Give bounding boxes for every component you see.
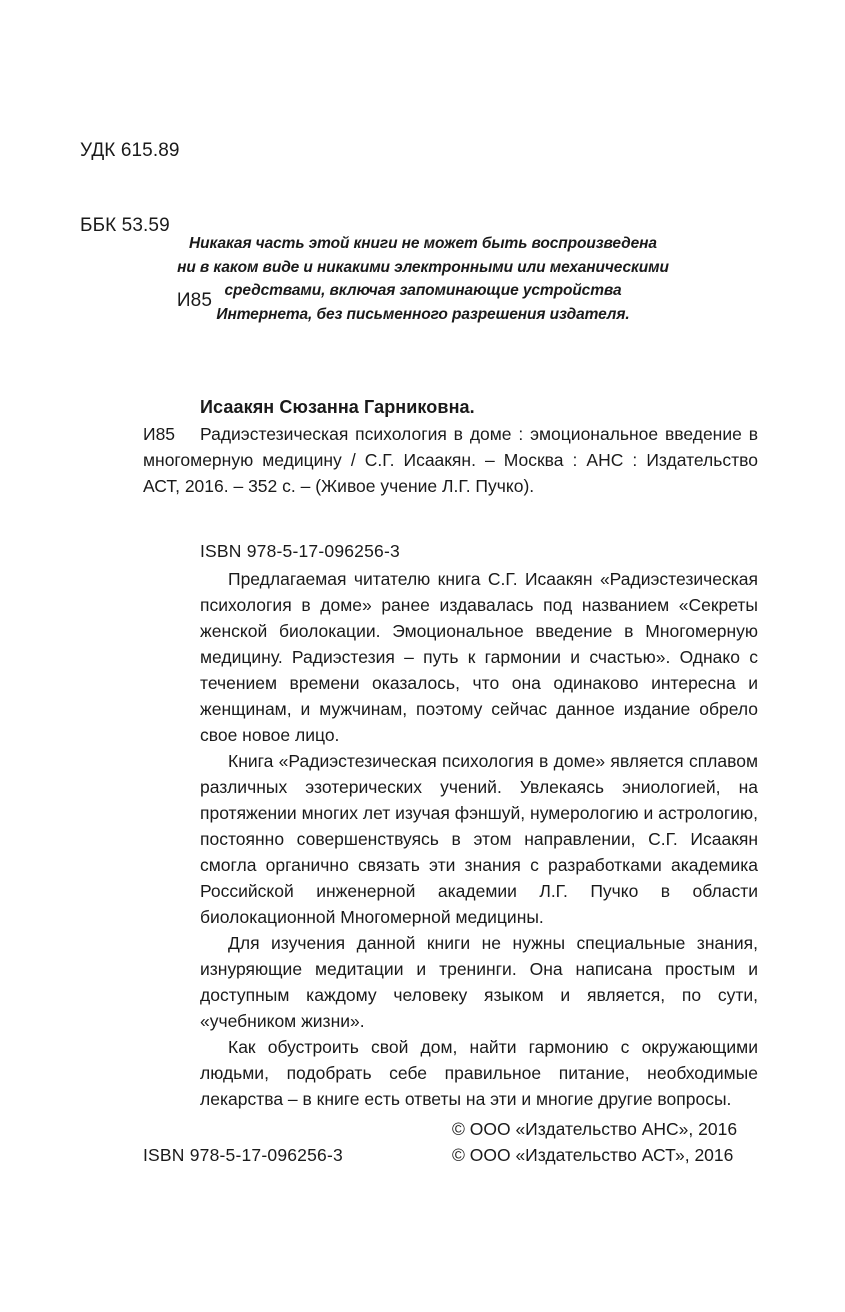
author-index-code: И85: [176, 290, 212, 311]
notice-line-1: Никакая часть этой книги не может быть воспроизведена: [189, 235, 657, 252]
annotation-block: [200, 566, 758, 1112]
copyright-line-ast: © ООО «Издательство АСТ», 2016: [452, 1144, 734, 1165]
biblio-description-block: [143, 421, 758, 499]
page-footer: [0, 1117, 845, 1187]
biblio-description: Радиэстезическая психология в доме : эмоциональное введение в многомерную медицину / С.Г. Исаакян. – Москва : АНС : Издательство АСТ, 2016. – 352 с. – (Живое учение Л.Г. Пучко).: [143, 424, 758, 496]
copyright-block: [452, 1117, 737, 1168]
annotation-paragraph: Для изучения данной книги не нужны специальные знания, изнуряющие медитации и тренинги. Она написана простым и доступным каждому человеку языком и является, по сути, «учебником жизни».: [200, 933, 758, 1031]
annotation-paragraph: Предлагаемая читателю книга С.Г. Исаакян «Радиэстезическая психология в доме» ранее издавалась под названием «Секреты женской биолокации. Эмоциональное введение в Многомерную медицину. Радиэстезия – путь к гармонии и счастью». Однако с течением времени оказалось, что она одинаково интересна и женщинам, и мужчинам, поэтому сейчас данное издание обрело свое новое лицо.: [200, 569, 758, 745]
udk-code: УДК 615.89: [80, 140, 180, 161]
notice-line-3: средствами, включая запоминающие устройства: [224, 282, 622, 299]
notice-line-2: ни в каком виде и никакими электронными или механическими: [177, 258, 669, 276]
biblio-index-marker: И85: [143, 424, 176, 444]
reproduction-notice: [173, 232, 673, 326]
biblio-author-name: Исаакян Сюзанна Гарниковна.: [200, 397, 475, 417]
notice-line-4: Интернета, без письменного разрешения издателя.: [216, 305, 630, 323]
bbk-code: ББК 53.59: [80, 215, 170, 236]
annotation-paragraph: Как обустроить свой дом, найти гармонию с окружающими людьми, подобрать себе правильное питание, необходимые лекарства – в книге есть ответы на эти и многие другие вопросы.: [200, 1037, 758, 1109]
bibliographic-record: [143, 394, 758, 499]
copyright-line-ans: © ООО «Издательство АНС», 2016: [452, 1119, 738, 1139]
footer-isbn: ISBN 978-5-17-096256-3: [143, 1145, 343, 1165]
isbn-inline: ISBN 978-5-17-096256-3: [200, 541, 400, 561]
annotation-paragraph: Книга «Радиэстезическая психология в доме» является сплавом различных эзотерических учений. Увлекаясь эниологией, на протяжении многих лет изучая фэншуй, нумерологию и астрологию, постоянно совершенствуясь в этом направлении, С.Г. Исаакян смогла органично связать эти знания с разработками академика Российской инженерной академии Л.Г. Пучко в области биолокационной Многомерной медицины.: [200, 751, 758, 927]
